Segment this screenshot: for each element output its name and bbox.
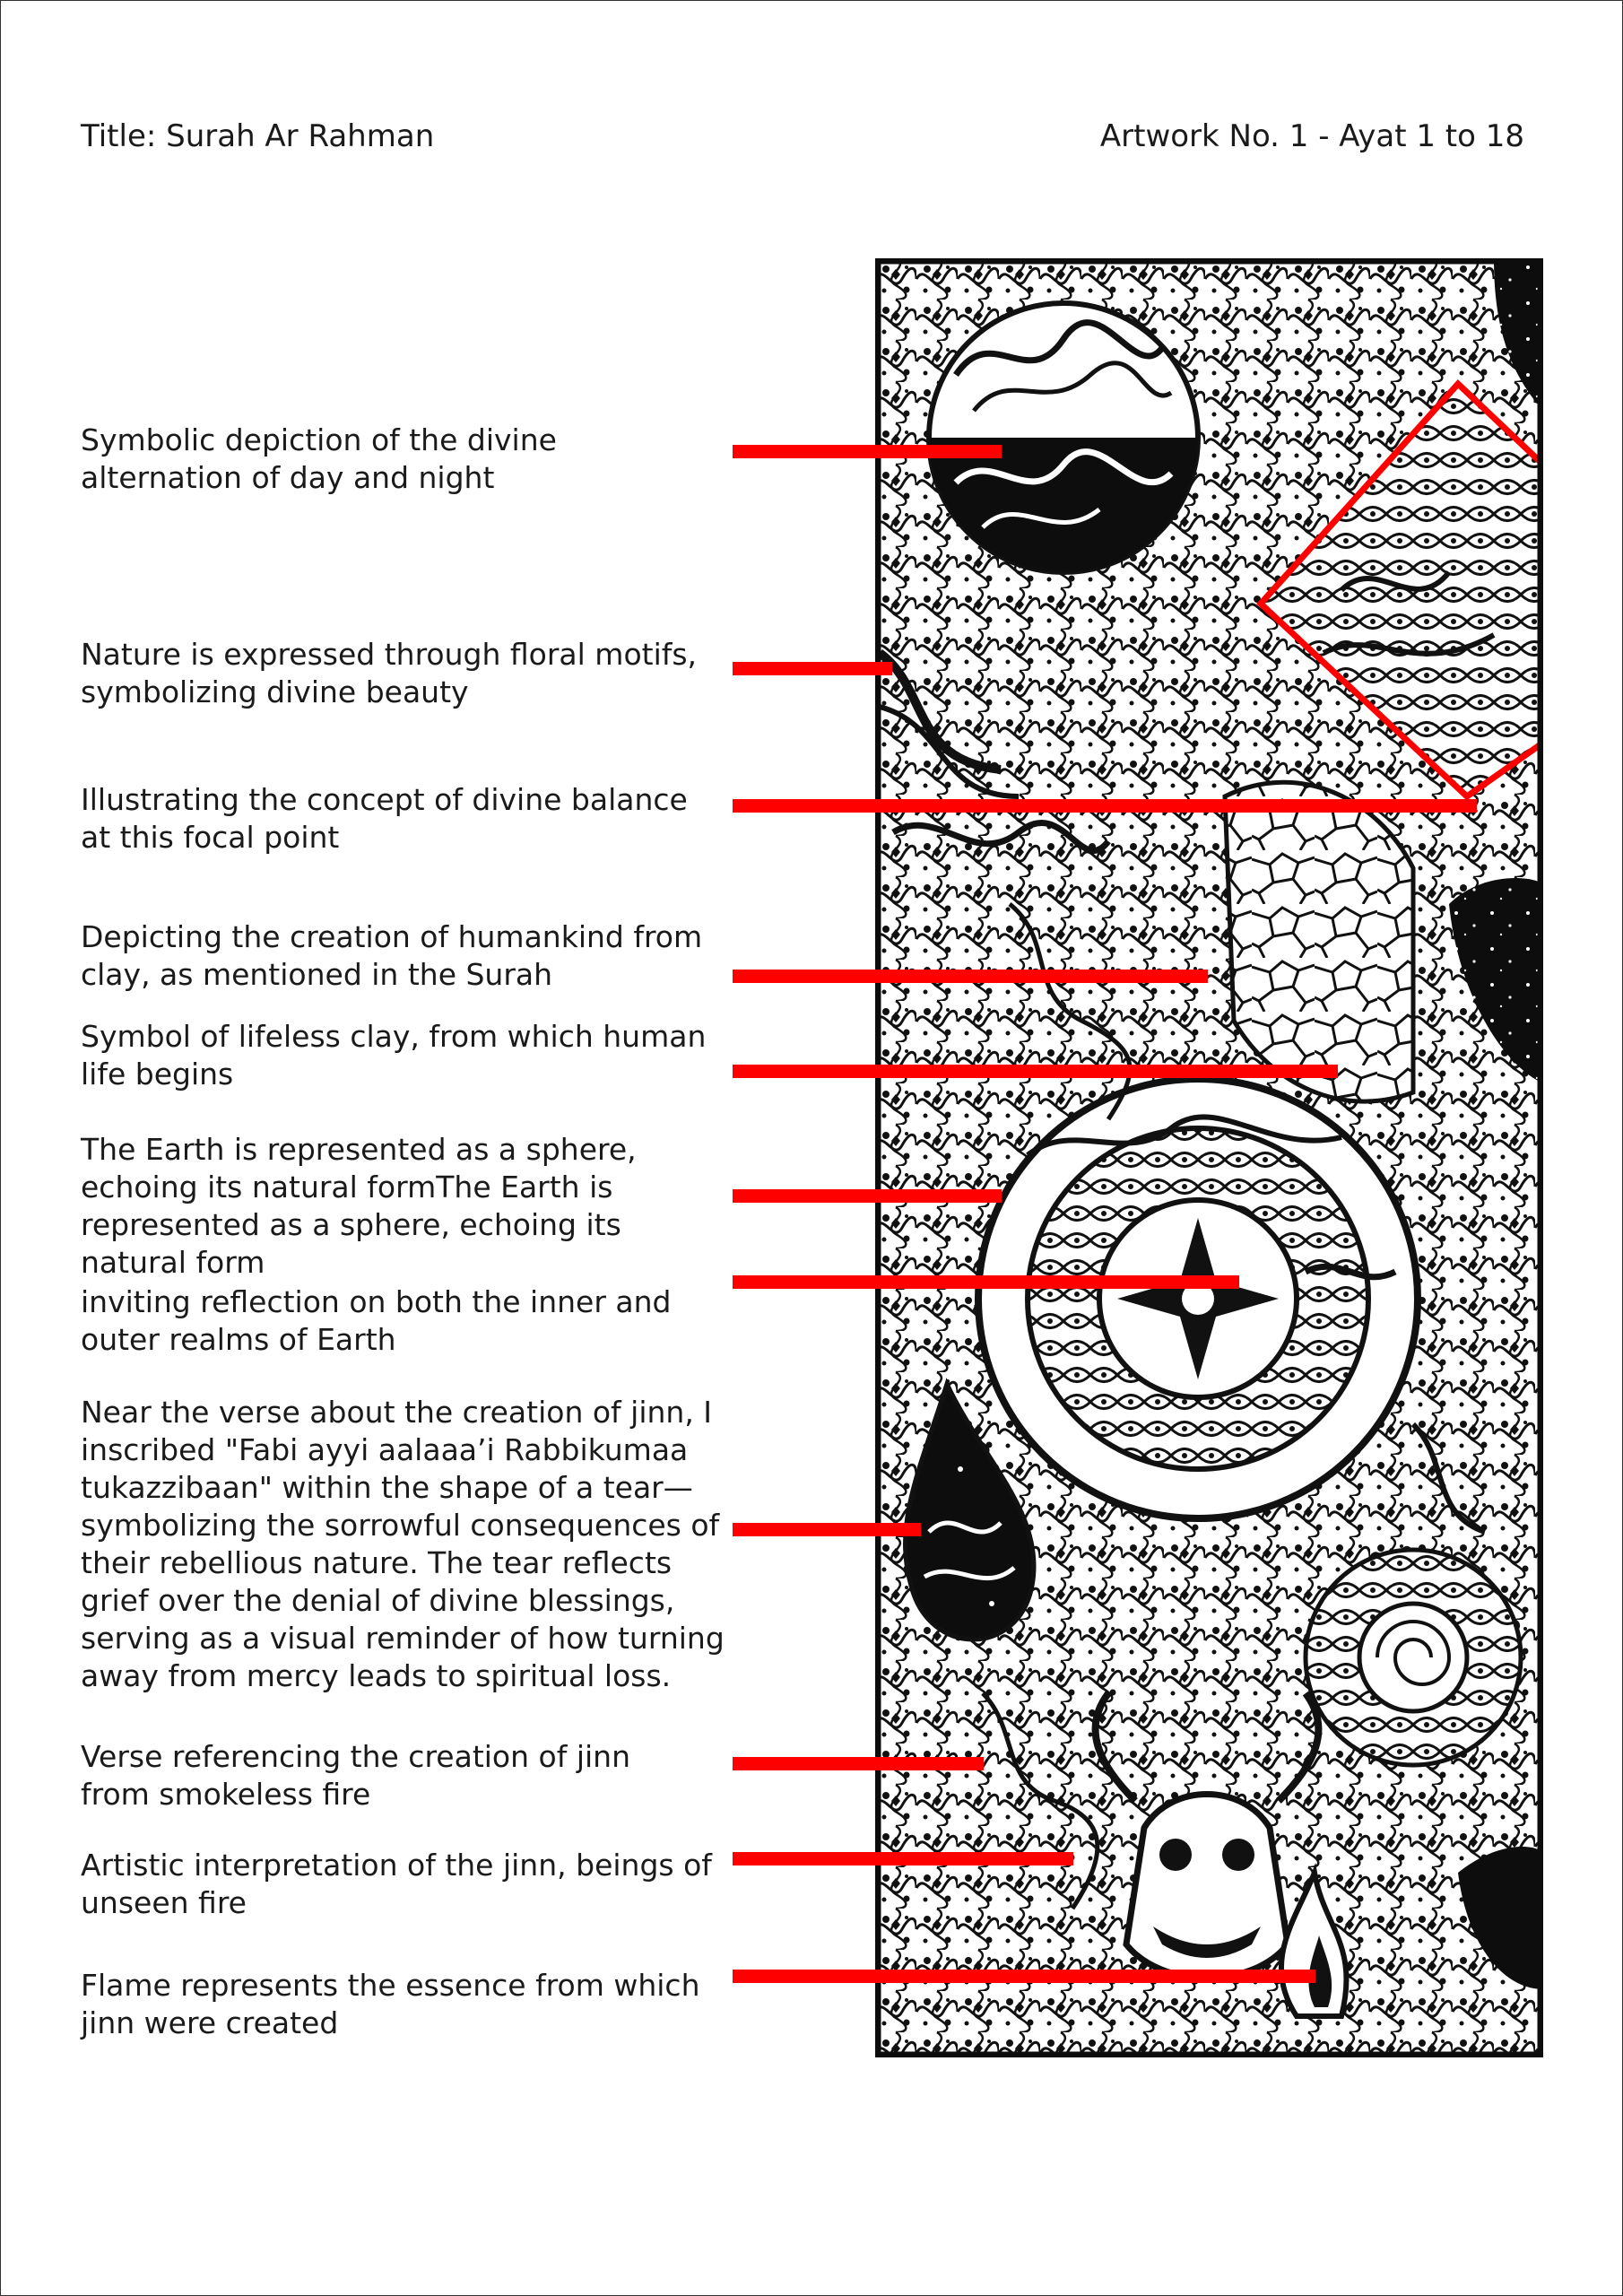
leader-line [733, 1065, 1338, 1078]
leader-line [733, 970, 1208, 983]
artwork-svg [875, 258, 1543, 2057]
annotation-floral-motifs: Nature is expressed through floral motifs, symbolizing divine beauty [81, 637, 698, 709]
leader-line [733, 662, 892, 675]
annotation-creation-humankind: Depicting the creation of humankind from clay, as mentioned in the Surah [81, 919, 703, 992]
annotation-lifeless-clay: Symbol of lifeless clay, from which human life begins [81, 1019, 707, 1091]
artwork-papercut [875, 258, 1543, 2057]
leader-line [733, 1852, 1073, 1866]
leader-line [733, 1970, 1315, 1983]
annotation-flame-essence: Flame represents the essence from which jinn were created [81, 1968, 700, 2040]
leader-line [733, 1523, 921, 1536]
document-title: Title: Surah Ar Rahman [81, 118, 435, 154]
annotation-earth-sphere: The Earth is represented as a sphere, echoing its natural formThe Earth is represented as a sphere, echoing its natural form [81, 1132, 637, 1280]
annotation-jinn-interpretation: Artistic interpretation of the jinn, beings of unseen fire [81, 1848, 712, 1920]
annotation-inner-outer-realms: inviting reflection on both the inner and outer realms of Earth [81, 1284, 672, 1357]
leader-line [733, 799, 1477, 813]
annotation-day-night: Symbolic depiction of the divine alternation of day and night [81, 422, 557, 495]
annotation-smokeless-fire: Verse referencing the creation of jinn from smokeless fire [81, 1739, 630, 1812]
artwork-number: Artwork No. 1 - Ayat 1 to 18 [1099, 118, 1524, 154]
annotation-divine-balance: Illustrating the concept of divine balance at this focal point [81, 782, 688, 855]
leader-line [733, 1189, 1002, 1203]
annotation-tear-inscription: Near the verse about the creation of jinn, I inscribed "Fabi ayyi aalaaa’i Rabbikumaa tukazzibaan" within the shape of a tear—symbolizing the sorrowful consequences of their rebellious nature. The tear reflects grief over the denial of divine blessings, serving as a visual reminder of how turning away from mercy leads to spiritual loss. [81, 1395, 725, 1693]
leader-line [733, 1757, 984, 1770]
leader-line [733, 445, 1002, 458]
leader-line [733, 1275, 1239, 1289]
